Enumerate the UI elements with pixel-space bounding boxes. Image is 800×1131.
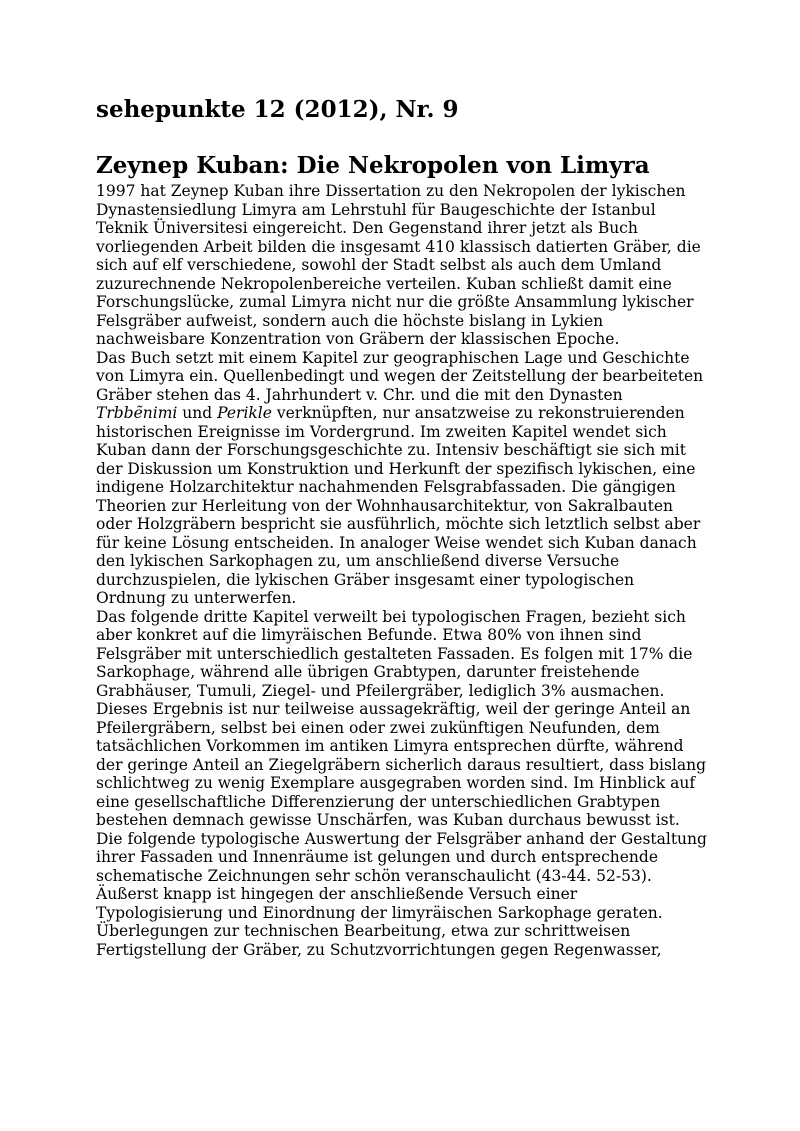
- paragraph-intro: 1997 hat Zeynep Kuban ihre Dissertation zu den Nekropolen der lykischen Dynastensiedlung Limyra am Lehrstuhl für Baugeschichte der Istanbul Teknik Üniversitesi eingereicht. Den Gegenstand ihrer jetzt als Buch vorliegenden Arbeit bilden die insgesamt 410 klassisch datierten Gräber, die sich auf elf verschiedene, sowohl der Stadt selbst als auch dem Umland zuzurechnende Nekropolenbereiche verteilen. Kuban schließt damit eine Forschungslücke, zumal Limyra nicht nur die größte Ansammlung lykischer Felsgräber aufweist, sondern auch die höchste bislang in Lykien nachweisbare Konzentration von Gräbern der klassischen Epoche.: [96, 182, 701, 348]
- review-page: [96, 96, 708, 959]
- paragraph-text: verknüpften, nur ansatzweise zu rekonstruierenden historischen Ereignisse im Vordergrund. Im zweiten Kapitel wendet sich Kuban dann der Forschungsgeschichte zu. Intensiv beschäftigt sie sich mit der Diskussion um Konstruktion und Herkunft der spezifisch lykischen, eine indigene Holzarchitektur nachahmenden Felsgrabfassaden. Die gängigen Theorien zur Herleitung von der Wohnhausarchitektur, von Sakralbauten oder Holzgräbern bespricht sie ausführlich, möchte sich letztlich selbst aber für keine Lösung entscheiden. In analoger Weise wendet sich Kuban danach den lykischen Sarkophagen zu, um anschließend diverse Versuche durchzuspielen, die lykischen Gräber insgesamt einer typologischen Ordnung zu unterwerfen.: [96, 404, 701, 607]
- dynast-name-trbbenimi: Trbbẽnimi: [96, 404, 178, 422]
- dynast-name-perikle: Perikle: [217, 404, 272, 422]
- paragraph-technical: Überlegungen zur technischen Bearbeitung, etwa zur schrittweisen Fertigstellung der Gräber, zu Schutzvorrichtungen gegen Regenwasser,: [96, 922, 662, 959]
- journal-heading: sehepunkte 12 (2012), Nr. 9: [96, 96, 459, 123]
- paragraph-typology: Das folgende dritte Kapitel verweilt bei typologischen Fragen, bezieht sich aber konkret auf die limyräischen Befunde. Etwa 80% von ihnen sind Felsgräber mit unterschiedlich gestalteten Fassaden. Es folgen mit 17% die Sarkophage, während alle übrigen Grabtypen, darunter freistehende Grabhäuser, Tumuli, Ziegel- und Pfeilergräber, lediglich 3% ausmachen. Dieses Ergebnis ist nur teilweise aussagekräftig, weil der geringe Anteil an Pfeilergräbern, selbst bei einen oder zwei zukünftigen Neufunden, dem tatsächlichen Vorkommen im antiken Limyra entsprechen dürfte, während der geringe Anteil an Ziegelgräbern sicherlich daraus resultiert, dass bislang schlichtweg zu wenig Exemplare ausgegraben worden sind. Im Hinblick auf eine gesellschaftliche Differenzierung der unterschiedlichen Grabtypen bestehen demnach gewisse Unschärfen, was Kuban durchaus bewusst ist. Die folgende typologische Auswertung der Felsgräber anhand der Gestaltung ihrer Fassaden und Innenräume ist gelungen und durch entsprechende schematische Zeichnungen sehr schön veranschaulicht (43-44. 52-53). Äußerst knapp ist hingegen der anschließende Versuch einer Typologisierung und Einordnung der limyräischen Sarkophage geraten.: [96, 607, 707, 922]
- paragraph-text: Das Buch setzt mit einem Kapitel zur geographischen Lage und Geschichte von Limyra ein. Quellenbedingt und wegen der Zeitstellung der bearbeiteten Gräber stehen das 4. Jahrhundert v. Chr. und die mit den Dynasten: [96, 348, 704, 404]
- review-title: Zeynep Kuban: Die Nekropolen von Limyra: [96, 152, 650, 179]
- paragraph-chapters: [96, 349, 708, 608]
- paragraph-text: und: [177, 404, 218, 422]
